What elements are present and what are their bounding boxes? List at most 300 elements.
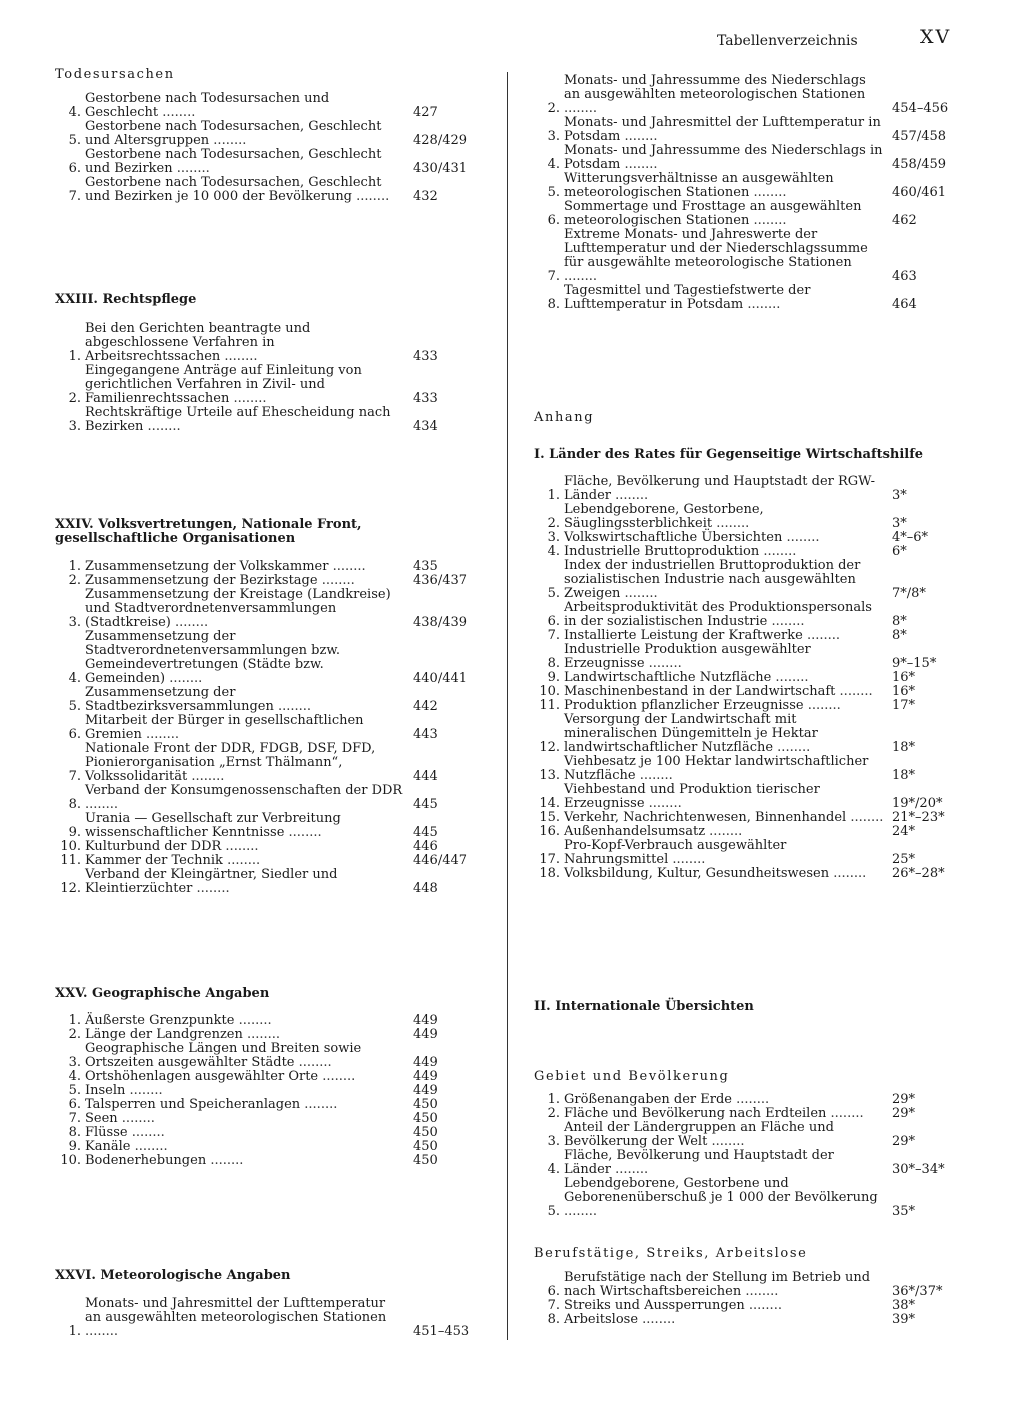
entry-number: 8. [547,656,560,671]
leader-dots: ........ [328,559,366,574]
toc-list [55,322,475,434]
leader-dots: ........ [826,1106,864,1121]
leader-dots: ........ [741,1284,779,1299]
entry-page: 450 [413,1139,438,1154]
entry-title: Eingegangene Anträge auf Einleitung von gerichtlichen Verfahren in Zivil- und Familienrechtssachen ........ [85,363,362,406]
entry-number: 2. [68,391,81,406]
entry-number: 4. [68,1069,81,1084]
entry-title: Zusammensetzung der Volkskammer ........ [85,559,366,574]
entry-title: Tagesmittel und Tagestiefstwerte der Lufttemperatur in Potsdam ........ [564,283,811,312]
toc-entry [534,503,954,531]
entry-title: Extreme Monats- und Jahreswerte der Lufttemperatur und der Niederschlagssumme für ausgewählte meteorologische Stationen ........ [564,227,868,284]
entry-number: 6. [68,1097,81,1112]
leader-dots: ........ [165,671,203,686]
toc-list [534,74,954,312]
entry-title: Industrielle Bruttoproduktion ........ [564,544,797,559]
toc-entry [55,406,475,434]
entry-page: 428/429 [413,133,468,148]
leader-dots: ........ [635,768,673,783]
entry-page: 445 [413,797,438,812]
toc-entry [534,284,954,312]
entry-title: Rechtskräftige Urteile auf Ehescheidung nach Bezirken ........ [85,405,391,434]
entry-number: 2. [547,101,560,116]
entry-number: 4. [68,105,81,120]
entry-title: Witterungsverhältnisse an ausgewählten meteorologischen Stationen ........ [564,171,834,200]
entry-page: 29* [892,1092,916,1107]
leader-dots: ........ [192,881,230,896]
entry-title: Maschinenbestand in der Landwirtschaft ........ [564,684,873,699]
entry-title: Ortshöhenlagen ausgewählter Orte ........ [85,1069,356,1084]
section-title: Anhang [534,410,595,425]
entry-number: 8. [68,797,81,812]
entry-title: Arbeitslose ........ [564,1312,676,1327]
section-title: Berufstätige, Streiks, Arbeitslose [534,1246,808,1261]
entry-title: Nationale Front der DDR, FDGB, DSF, DFD, Pionierorganisation „Ernst Thälmann“, Volkssolidarität ........ [85,741,376,784]
entry-title: Größenangaben der Erde ........ [564,1092,770,1107]
entry-number: 6. [547,1284,560,1299]
entry-title: Talsperren und Speicheranlagen ........ [85,1097,338,1112]
entry-title: Zusammensetzung der Kreistage (Landkreise) und Stadtverordnetenversammlungen (Stadtkreise) ........ [85,587,391,630]
leader-dots: ........ [731,1092,770,1107]
leader-dots: ........ [620,586,658,601]
entry-title: Äußerste Grenzpunkte ........ [85,1013,272,1028]
entry-page: 449 [413,1083,438,1098]
entry-page: 433 [413,391,438,406]
leader-dots: ........ [749,185,787,200]
leader-dots: ........ [209,133,247,148]
entry-number: 9. [68,825,81,840]
entry-title: Kulturbund der DDR ........ [85,839,259,854]
entry-number: 5. [547,185,560,200]
leader-dots: ........ [743,297,781,312]
entry-title: Lebendgeborene, Gestorbene und Geborenenüberschuß je 1 000 der Bevölkerung ........ [564,1176,878,1219]
toc-entry [55,176,475,204]
entry-page: 17* [892,698,916,713]
entry-number: 7. [68,1111,81,1126]
leader-dots: ........ [773,740,811,755]
entry-page: 8* [892,614,907,629]
entry-title: Bodenerhebungen ........ [85,1153,244,1168]
leader-dots: ........ [242,1027,281,1042]
leader-dots: ........ [564,1204,598,1219]
leader-dots: ........ [206,1153,244,1168]
toc-entry [55,840,475,854]
entry-number: 5. [68,133,81,148]
leader-dots: ........ [712,516,750,531]
entry-number: 6. [68,727,81,742]
toc-entry [534,629,954,643]
entry-page: 449 [413,1069,438,1084]
leader-dots: ........ [620,129,658,144]
entry-page: 432 [413,189,438,204]
leader-dots: ........ [620,157,658,172]
toc-entry [534,559,954,601]
toc-list [534,475,954,881]
entry-title: Gestorbene nach Todesursachen, Geschlecht und Altersgruppen ........ [85,119,382,148]
entry-number: 1. [68,1013,81,1028]
entry-page: 39* [892,1312,916,1327]
toc-entry [55,784,475,812]
entry-title: Monats- und Jahressumme des Niederschlags in Potsdam ........ [564,143,883,172]
entry-page: 21*–23* [892,810,945,825]
leader-dots: ........ [352,189,390,204]
entry-page: 442 [413,699,438,714]
entry-title: Monats- und Jahresmittel der Lufttemperatur in Potsdam ........ [564,115,881,144]
toc-list [55,92,475,204]
leader-dots: ........ [782,530,820,545]
entry-page: 444 [413,769,438,784]
toc-entry [534,713,954,755]
entry-page: 446/447 [413,853,468,868]
entry-page: 448 [413,881,438,896]
entry-title: Landwirtschaftliche Nutzfläche ........ [564,670,809,685]
entry-page: 450 [413,1111,438,1126]
toc-entry [55,1042,475,1070]
leader-dots: ........ [85,797,119,812]
toc-entry [55,1126,475,1140]
entry-page: 440/441 [413,671,468,686]
toc-list [55,1297,475,1339]
toc-entry [534,1093,954,1107]
entry-page: 3* [892,488,907,503]
toc-entry [55,742,475,784]
entry-page: 16* [892,684,916,699]
entry-number: 12. [60,881,81,896]
entry-number: 9. [547,670,560,685]
entry-page: 18* [892,740,916,755]
leader-dots: ........ [221,839,259,854]
leader-dots: ........ [294,1055,332,1070]
toc-entry [534,144,954,172]
toc-entry [55,560,475,574]
toc-entry [534,74,954,116]
leader-dots: ........ [229,391,267,406]
entry-page: 436/437 [413,573,468,588]
entry-title: Index der industriellen Bruttoproduktion der sozialistischen Industrie nach ausgewählten Zweigen ........ [564,558,861,601]
entry-title: Fläche und Bevölkerung nach Erdteilen ........ [564,1106,864,1121]
entry-title: Länge der Landgrenzen ........ [85,1027,281,1042]
leader-dots: ........ [300,1097,338,1112]
leader-dots: ........ [803,698,841,713]
entry-number: 6. [547,614,560,629]
leader-dots: ........ [125,1083,163,1098]
toc-entry [534,1299,954,1313]
entry-title: Fläche, Bevölkerung und Hauptstadt der Länder ........ [564,1148,834,1177]
entry-number: 1. [547,488,560,503]
entry-number: 2. [547,516,560,531]
entry-number: 4. [547,157,560,172]
entry-number: 3. [547,1134,560,1149]
entry-number: 14. [539,796,560,811]
toc-entry [55,1070,475,1084]
leader-dots: ........ [273,699,312,714]
entry-number: 11. [60,853,81,868]
entry-title: Volksbildung, Kultur, Gesundheitswesen ........ [564,866,867,881]
leader-dots: ........ [317,573,355,588]
toc-entry [55,1154,475,1168]
entry-page: 458/459 [892,157,947,172]
entry-number: 3. [68,419,81,434]
entry-page: 29* [892,1106,916,1121]
entry-number: 6. [547,213,560,228]
toc-entry [534,200,954,228]
entry-page: 451–453 [413,1324,470,1339]
entry-title: Produktion pflanzlicher Erzeugnisse ........ [564,698,841,713]
leader-dots: ........ [127,1125,165,1140]
entry-title: Gestorbene nach Todesursachen, Geschlecht und Bezirken je 10 000 der Bevölkerung ........ [85,175,390,204]
leader-dots: ........ [85,1324,119,1339]
entry-title: Inseln ........ [85,1083,163,1098]
toc-entry [55,1112,475,1126]
leader-dots: ........ [318,1069,356,1084]
toc-entry [534,1107,954,1121]
entry-title: Anteil der Ländergruppen an Fläche und Bevölkerung der Welt ........ [564,1120,834,1149]
entry-number: 3. [547,530,560,545]
entry-number: 8. [68,1125,81,1140]
entry-title: Installierte Leistung der Kraftwerke ........ [564,628,841,643]
leader-dots: ........ [668,852,706,867]
entry-title: Zusammensetzung der Stadtverordnetenversammlungen bzw. Gemeindevertretungen (Städte bzw. Gemeinden) ........ [85,629,341,686]
toc-entry [55,812,475,840]
entry-title: Pro-Kopf-Verbrauch ausgewählter Nahrungsmittel ........ [564,838,787,867]
leader-dots: ........ [767,614,805,629]
entry-page: 450 [413,1125,438,1140]
entry-title: Kammer der Technik ........ [85,853,261,868]
entry-page: 4*–6* [892,530,929,545]
toc-entry [55,868,475,896]
leader-dots: ........ [835,684,873,699]
leader-dots: ........ [564,269,598,284]
leader-dots: ........ [234,1013,272,1028]
leader-dots: ........ [158,105,196,120]
entry-page: 26*–28* [892,866,945,881]
toc-entry [534,601,954,629]
toc-entry [534,116,954,144]
entry-number: 5. [68,1083,81,1098]
entry-number: 8. [547,1312,560,1327]
section-title: XXV. Geographische Angaben [55,986,270,1001]
toc-entry [55,148,475,176]
entry-number: 1. [68,349,81,364]
entry-page: 25* [892,852,916,867]
toc-entry [534,1149,954,1177]
toc-entry [55,630,475,686]
entry-title: Versorgung der Landwirtschaft mit mineralischen Düngemitteln je Hektar landwirtschaftlicher Nutzfläche ........ [564,712,818,755]
entry-title: Streiks und Aussperrungen ........ [564,1298,782,1313]
entry-number: 17. [539,852,560,867]
toc-entry [534,811,954,825]
toc-entry [534,228,954,284]
entry-number: 5. [68,699,81,714]
entry-title: Geographische Längen und Breiten sowie Ortszeiten ausgewählter Städte ........ [85,1041,362,1070]
entry-number: 7. [547,628,560,643]
leader-dots: ........ [749,213,787,228]
entry-page: 435 [413,559,438,574]
toc-entry [55,686,475,714]
entry-title: Seen ........ [85,1111,155,1126]
leader-dots: ........ [141,727,180,742]
toc-entry [534,172,954,200]
toc-entry [55,588,475,630]
entry-page: 7*/8* [892,586,926,601]
leader-dots: ........ [130,1139,168,1154]
entry-page: 36*/37* [892,1284,943,1299]
entry-number: 13. [539,768,560,783]
entry-title: Arbeitsproduktivität des Produktionspersonals in der sozialistischen Industrie ........ [564,600,872,629]
leader-dots: ........ [143,419,181,434]
leader-dots: ........ [172,161,210,176]
entry-number: 4. [68,671,81,686]
toc-entry [55,574,475,588]
leader-dots: ........ [611,1162,649,1177]
leader-dots: ........ [744,1298,782,1313]
toc-entry [55,1297,475,1339]
leader-dots: ........ [222,853,261,868]
entry-title: Flüsse ........ [85,1125,165,1140]
entry-number: 7. [547,269,560,284]
running-header-title: Tabellenverzeichnis [717,33,858,49]
entry-number: 5. [547,586,560,601]
entry-number: 1. [547,1092,560,1107]
entry-number: 1. [68,559,81,574]
entry-title: Lebendgeborene, Gestorbene, Säuglingssterblichkeit ........ [564,502,764,531]
entry-number: 3. [68,615,81,630]
entry-title: Viehbesatz je 100 Hektar landwirtschaftlicher Nutzfläche ........ [564,754,869,783]
toc-entry [55,1014,475,1028]
entry-number: 8. [547,297,560,312]
entry-page: 427 [413,105,438,120]
toc-entry [534,783,954,811]
toc-entry [534,685,954,699]
entry-title: Fläche, Bevölkerung und Hauptstadt der RGW-Länder ........ [564,474,875,503]
entry-number: 2. [547,1106,560,1121]
entry-title: Außenhandelsumsatz ........ [564,824,743,839]
toc-entry [534,825,954,839]
entry-title: Berufstätige nach der Stellung im Betrieb und nach Wirtschaftsbereichen ........ [564,1270,871,1299]
entry-page: 19*/20* [892,796,943,811]
leader-dots: ........ [611,488,649,503]
entry-title: Volkswirtschaftliche Übersichten ........ [564,530,820,545]
entry-page: 454–456 [892,101,949,116]
entry-number: 15. [539,810,560,825]
entry-page: 35* [892,1204,916,1219]
entry-page: 449 [413,1013,438,1028]
entry-page: 460/461 [892,185,947,200]
entry-number: 6. [68,161,81,176]
entry-number: 2. [68,573,81,588]
entry-page: 430/431 [413,161,468,176]
entry-page: 443 [413,727,438,742]
entry-page: 434 [413,419,438,434]
entry-page: 29* [892,1134,916,1149]
leader-dots: ........ [759,544,797,559]
toc-entry [55,92,475,120]
toc-entry [534,643,954,671]
toc-entry [534,475,954,503]
section-title: Gebiet und Bevölkerung [534,1069,730,1084]
entry-page: 450 [413,1097,438,1112]
toc-entry [55,120,475,148]
entry-title: Verband der Konsumgenossenschaften der DDR ........ [85,783,403,812]
leader-dots: ........ [638,1312,676,1327]
entry-number: 10. [60,839,81,854]
entry-number: 4. [547,1162,560,1177]
entry-page: 6* [892,544,907,559]
section-title: I. Länder des Rates für Gegenseitige Wirtschaftshilfe [534,447,924,462]
entry-page: 3* [892,516,907,531]
entry-title: Zusammensetzung der Bezirkstage ........ [85,573,355,588]
entry-page: 463 [892,269,917,284]
toc-entry [55,322,475,364]
entry-title: Bei den Gerichten beantragte und abgeschlossene Verfahren in Arbeitsrechtssachen ........ [85,321,311,364]
entry-page: 8* [892,628,907,643]
entry-title: Viehbestand und Produktion tierischer Erzeugnisse ........ [564,782,820,811]
entry-page: 457/458 [892,129,947,144]
toc-entry [55,1084,475,1098]
entry-title: Verkehr, Nachrichtenwesen, Binnenhandel ........ [564,810,884,825]
entry-page: 438/439 [413,615,468,630]
toc-list [534,1093,954,1219]
toc-entry [534,545,954,559]
toc-entry [534,867,954,881]
toc-entry [534,839,954,867]
entry-page: 462 [892,213,917,228]
toc-entry [55,714,475,742]
leader-dots: ........ [187,769,225,784]
entry-title: Gestorbene nach Todesursachen und Geschlecht ........ [85,91,330,120]
entry-number: 10. [539,684,560,699]
section-title: XXIII. Rechtspflege [55,292,197,307]
leader-dots: ........ [644,656,682,671]
entry-number: 3. [547,129,560,144]
toc-entry [55,1028,475,1042]
entry-number: 18. [539,866,560,881]
entry-number: 5. [547,1204,560,1219]
entry-page: 18* [892,768,916,783]
entry-title: Kanäle ........ [85,1139,168,1154]
entry-number: 9. [68,1139,81,1154]
leader-dots: ........ [564,101,598,116]
entry-page: 449 [413,1055,438,1070]
entry-page: 16* [892,670,916,685]
toc-entry [534,671,954,685]
entry-page: 433 [413,349,438,364]
entry-number: 11. [539,698,560,713]
leader-dots: ........ [771,670,809,685]
entry-page: 9*–15* [892,656,937,671]
leader-dots: ........ [117,1111,155,1126]
toc-list [55,1014,475,1168]
section-title: II. Internationale Übersichten [534,999,754,1014]
leader-dots: ........ [644,796,682,811]
page-number: XV [920,26,952,48]
entry-number: 16. [539,824,560,839]
leader-dots: ........ [284,825,322,840]
entry-page: 38* [892,1298,916,1313]
column-divider [507,72,508,1340]
entry-title: Monats- und Jahressumme des Niederschlags an ausgewählten meteorologischen Stationen ........ [564,73,866,116]
leader-dots: ........ [220,349,258,364]
entry-title: Gestorbene nach Todesursachen, Geschlecht und Bezirken ........ [85,147,382,176]
entry-number: 7. [68,189,81,204]
entry-page: 446 [413,839,438,854]
entry-title: Urania — Gesellschaft zur Verbreitung wissenschaftlicher Kenntnisse ........ [85,811,341,840]
entry-number: 7. [547,1298,560,1313]
entry-title: Sommertage und Frosttage an ausgewählten meteorologischen Stationen ........ [564,199,862,228]
section-title: XXIV. Volksvertretungen, Nationale Front, gesellschaftliche Organisationen [55,517,362,546]
entry-page: 450 [413,1153,438,1168]
section-title: Todesursachen [55,67,175,82]
